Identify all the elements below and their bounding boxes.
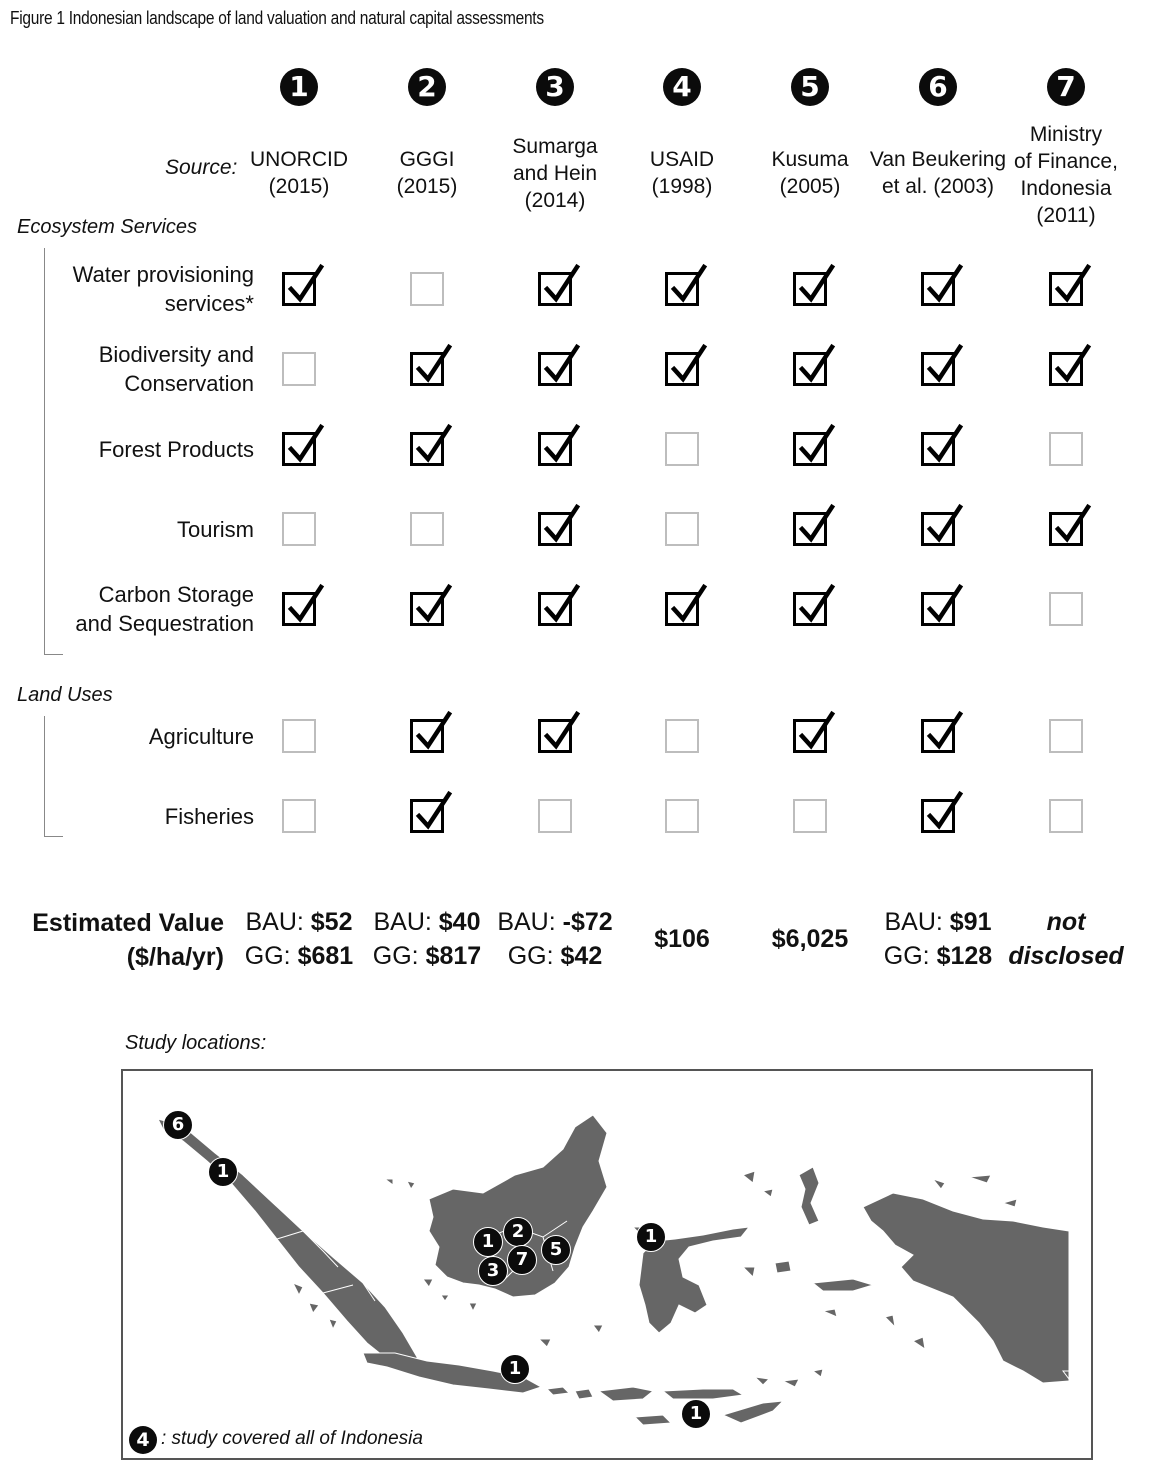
checked-checkbox <box>793 352 827 386</box>
halmahera-island <box>799 1167 819 1225</box>
checked-checkbox <box>410 799 444 833</box>
empty-checkbox <box>410 512 444 546</box>
checked-checkbox <box>282 592 316 626</box>
checked-checkbox <box>538 432 572 466</box>
map-location-pin: 5 <box>541 1235 571 1265</box>
study-source: GGGI (2015) <box>396 148 458 198</box>
estimated-value-bau-prefix: BAU: <box>245 908 311 936</box>
checked-checkbox <box>282 272 316 306</box>
map-location-pin: 3 <box>478 1256 508 1286</box>
empty-checkbox <box>1049 592 1083 626</box>
checked-checkbox <box>410 719 444 753</box>
checked-checkbox <box>410 432 444 466</box>
empty-checkbox <box>282 512 316 546</box>
checked-checkbox <box>921 432 955 466</box>
row-label: Carbon Storage and Sequestration <box>75 582 254 636</box>
checked-checkbox <box>538 352 572 386</box>
empty-checkbox <box>410 272 444 306</box>
estimated-value-gg-amount: $42 <box>560 942 603 970</box>
study-number-icon: 6 <box>919 68 957 106</box>
map-location-pin: 1 <box>681 1399 711 1429</box>
study-source: Ministry of Finance, Indonesia (2011) <box>1014 123 1118 227</box>
sumbawa-island <box>599 1387 653 1401</box>
seram-island <box>813 1279 873 1291</box>
study-number-icon: 5 <box>791 68 829 106</box>
study-source: UNORCID (2015) <box>250 148 348 198</box>
checked-checkbox <box>665 352 699 386</box>
row-label: Water provisioning services* <box>72 262 254 316</box>
flores-island <box>663 1389 743 1399</box>
empty-checkbox <box>793 799 827 833</box>
study-number-icon: 4 <box>663 68 701 106</box>
estimated-value-bau-prefix: BAU: <box>373 908 439 936</box>
study-source: Van Beukering et al. (2003) <box>869 148 1007 198</box>
estimated-value-gg-amount: $128 <box>936 942 993 970</box>
study-number-icon: 7 <box>1047 68 1085 106</box>
checked-checkbox <box>793 512 827 546</box>
empty-checkbox <box>282 719 316 753</box>
estimated-value-disclosed: disclosed <box>1008 942 1124 970</box>
estimated-value-gg <box>357 939 497 973</box>
checked-checkbox <box>921 272 955 306</box>
estimated-value-bau-amount: $52 <box>310 908 353 936</box>
estimated-value-bau-amount: $40 <box>438 908 481 936</box>
study-source: Kusuma (2005) <box>771 148 849 198</box>
map-location-pin: 1 <box>500 1354 530 1384</box>
sumba-island <box>635 1415 671 1425</box>
empty-checkbox <box>665 432 699 466</box>
figure-title: Figure 1 Indonesian landscape of land valuation and natural capital assessments <box>10 8 544 28</box>
estimated-value-gg-amount: $817 <box>425 942 482 970</box>
estimated-value-gg-prefix: GG: <box>372 942 426 970</box>
estimated-value-not: not <box>1046 908 1086 936</box>
checked-checkbox <box>793 592 827 626</box>
study-number-icon: 2 <box>408 68 446 106</box>
estimated-value-gg-amount: $681 <box>297 942 354 970</box>
row-label: Biodiversity and Conservation <box>98 342 254 396</box>
map-location-pin: 1 <box>473 1227 503 1257</box>
estimated-value-bau-amount: $91 <box>949 908 992 936</box>
estimated-value: $106 <box>654 925 710 953</box>
checked-checkbox <box>1049 352 1083 386</box>
empty-checkbox <box>665 512 699 546</box>
map-location-pin: 1 <box>208 1157 238 1187</box>
checked-checkbox <box>538 592 572 626</box>
estimated-value-bau-prefix: BAU: <box>497 908 563 936</box>
checked-checkbox <box>921 799 955 833</box>
checked-checkbox <box>1049 512 1083 546</box>
estimated-value-gg-prefix: GG: <box>507 942 561 970</box>
empty-checkbox <box>665 799 699 833</box>
checked-checkbox <box>793 719 827 753</box>
checked-checkbox <box>1049 272 1083 306</box>
bali-island <box>547 1387 569 1395</box>
section-ecosystem-services: Ecosystem Services <box>17 216 198 238</box>
map-location-pin: 1 <box>636 1222 666 1252</box>
source-label: Source: <box>165 156 238 179</box>
map-location-pin: 2 <box>503 1217 533 1247</box>
checked-checkbox <box>282 432 316 466</box>
estimated-value-bau-amount: -$72 <box>562 908 613 936</box>
study-number-icon: 1 <box>280 68 318 106</box>
estimated-value-bau <box>229 905 369 939</box>
row-label: Agriculture <box>148 723 254 749</box>
checked-checkbox <box>921 512 955 546</box>
checked-checkbox <box>538 512 572 546</box>
lombok-island <box>575 1389 593 1399</box>
empty-checkbox <box>282 799 316 833</box>
empty-checkbox <box>665 719 699 753</box>
study-source: Sumarga and Hein (2014) <box>512 135 598 212</box>
estimated-value-gg-prefix: GG: <box>883 942 937 970</box>
row-label: Fisheries <box>164 803 254 829</box>
checked-checkbox <box>538 272 572 306</box>
map-location-pin: 6 <box>163 1110 193 1140</box>
empty-checkbox <box>538 799 572 833</box>
legend-text: : study covered all of Indonesia <box>161 1428 423 1449</box>
indonesia-map <box>121 1069 1093 1460</box>
study-source: USAID (1998) <box>649 148 715 198</box>
indonesia-map-graphic <box>123 1071 1091 1458</box>
estimated-value: $6,025 <box>771 925 849 953</box>
empty-checkbox <box>1049 719 1083 753</box>
estimated-value-bau-prefix: BAU: <box>884 908 950 936</box>
estimated-value-gg-prefix: GG: <box>244 942 298 970</box>
empty-checkbox <box>1049 799 1083 833</box>
sumatra-island <box>158 1119 419 1371</box>
checked-checkbox <box>793 272 827 306</box>
row-label: Tourism <box>176 516 254 542</box>
study-number-icon: 3 <box>536 68 574 106</box>
legend-number-icon: 4 <box>129 1426 157 1454</box>
timor-island <box>723 1401 783 1423</box>
checked-checkbox <box>538 719 572 753</box>
checked-checkbox <box>921 352 955 386</box>
estimated-value-gg <box>229 939 369 973</box>
estimated-value-bau <box>357 905 497 939</box>
empty-checkbox <box>1049 432 1083 466</box>
map-label: Study locations: <box>125 1032 267 1054</box>
checked-checkbox <box>410 352 444 386</box>
section-land-uses: Land Uses <box>17 684 113 706</box>
empty-checkbox <box>282 352 316 386</box>
checked-checkbox <box>921 592 955 626</box>
checked-checkbox <box>793 432 827 466</box>
checked-checkbox <box>665 272 699 306</box>
map-location-pin: 7 <box>507 1245 537 1275</box>
estimated-value-label: Estimated Value ($/ha/yr) <box>32 909 224 971</box>
checked-checkbox <box>665 592 699 626</box>
row-label: Forest Products <box>98 436 254 462</box>
checked-checkbox <box>410 592 444 626</box>
papua-island <box>863 1193 1069 1383</box>
checked-checkbox <box>921 719 955 753</box>
